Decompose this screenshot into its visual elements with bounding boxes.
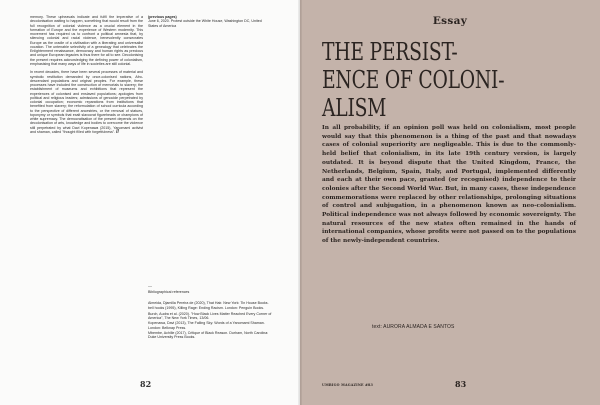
magazine-name: UMBIGO MAGAZINE #83 [322, 383, 374, 387]
references-heading: Bibliographical references [148, 290, 190, 295]
reference-item: Almeida, Djamilla Pereira de (2020), That Hair. New York: Tin House Books. [148, 300, 269, 305]
article-title [322, 38, 533, 122]
page-number-right: 83 [455, 379, 467, 389]
photo-caption [148, 15, 268, 28]
reference-item: Kopenawa, Davi (2013), The Falling Sky: Words of a Yanomami Shaman. London: Belknap Press. [148, 321, 265, 330]
section-label: Essay [432, 15, 468, 27]
reference-item: Burch, Audra et al. (2020). "How Black Lives Matter Reached Every Corner of America", The New York Times, 13/06. [148, 311, 272, 320]
page-number-left: 82 [140, 379, 152, 389]
title-line: THE PERSIST- [322, 38, 458, 66]
author-credit: text: AURORA ALMADA E SANTOS [372, 324, 455, 330]
body-paragraph-text: In recent decades, there have been several processes of material and symbolic restitution demanded by once-colonised nations, Afro-descendant populations and original peoples. For example, these processes have included the construction of memorials to slavery; the establishment of museums and exhibitions that represent the experiences of colonised and enslaved populations; apologies from political and religious leaders; admissions of genocide perpetrated by colonial occupation; economic reparations from institutions that benefited from slavery; the reformulation of school curricula according to the perspective of different ancestries, or the removal of statues, toponymy or symbols that exalt slavocrat figureheads or champions of white supremacy. The democratisation of the present depends on the decolonisation of arts, knowledge and bodies to overcome the violence still perpetrated by what Davi Kopenawa (2015), Yanomami activist and shaman, called "thought filled with forgetfulness". [30, 70, 143, 134]
title-line: ENCE OF COLONI- [322, 66, 505, 94]
book-gutter [298, 0, 302, 405]
reference-item: bell hooks (1995), Killing Rage: Ending Racism. London: Penguin Books. [148, 306, 265, 311]
end-of-article-mark: // [116, 128, 119, 135]
references-dash: — [148, 283, 152, 288]
lead-paragraph: In all probability, if an opinion poll was held on colonialism, most people would say that this phenomenon is a thing of the past and that nowadays cases of colonial superiority are negligeable. This is due to the commonly-held belief that colonialism, in its late 19th century version, is largely outdated. It is beyond dispute that the United Kingdom, France, the Netherlands, Belgium, Spain, Italy, and Portugal, implemented differently and each at their own pace, granted (or recognised) independence to their colonies after the Second World War. But, in many cases, these independence commemorations were replaced by other relationships, prolonging situations of control and subjugation, in a phenomenon known as neo-colonialism. Political independence was not always followed by economic sovereignty. The natural resources of the new states often remained in the hands of international companies, whose profits were not passed on to the populations of the newly-independent countries. [322, 125, 576, 245]
title-line: ALISM [322, 94, 387, 122]
body-paragraph: memory. These upheavals indicate and fulfil the imperative of a decolonisation waiting to happen, something that would result from the full recognition of colonial violence as a crucial element in the formation of Europe and the experience of Western modernity. This movement has required us to confront a political amnesia that, by silencing colonial and racial violence, benevolently consecrates Europe as the cradle of a civilisation with a liberating and universalist vocation. The untenable selectivity of a genealogy that celebrates the Enlightenment renaissance, democracy and human rights as precious and unique European legacies is thus there for all to see. Decolonising the present requires acknowledging the defining power of colonialism, emphasising that many ways of life in societies are still colonial. [30, 15, 143, 66]
body-paragraph [30, 70, 143, 134]
reference-item: Mbembe, Achille (2017), Critique of Black Reason. Durham, North Carolina: Duke University Press Books. [148, 331, 269, 340]
caption-label: (previous pages) [148, 15, 177, 19]
bibliographical-references [148, 284, 276, 341]
caption-text: June 6, 2020. Protest outside the White House, Washington DC, United States of America [148, 19, 262, 28]
body-text-column [30, 15, 143, 138]
